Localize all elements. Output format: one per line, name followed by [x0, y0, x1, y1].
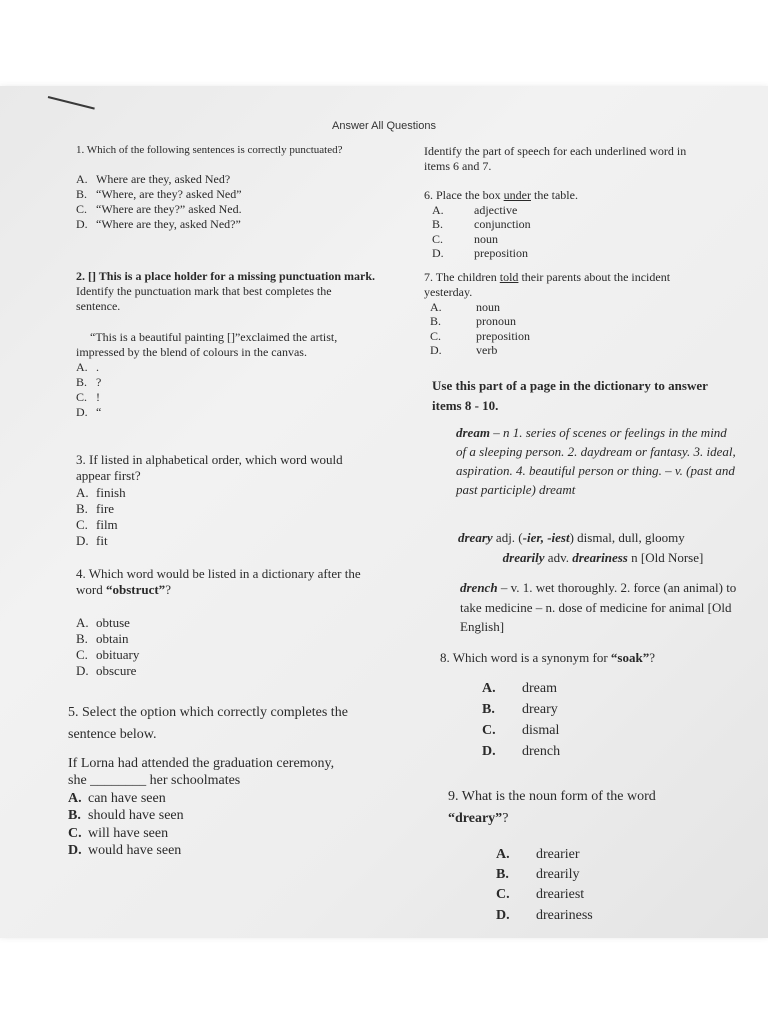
headword: dreary: [458, 530, 493, 545]
option-c: C. dreariest: [496, 887, 585, 903]
option-c: C. noun: [432, 231, 498, 246]
option-b: B. drearily: [496, 867, 580, 883]
question-word: “dreary”: [448, 811, 503, 827]
option-c: C. obituary: [76, 647, 140, 662]
option-c: C. will have seen: [68, 825, 169, 841]
question-word: “obstruct”: [105, 582, 166, 598]
option-a: A. drearier: [496, 846, 580, 862]
option-a: A. finish: [76, 484, 126, 500]
question-3: [76, 452, 376, 550]
question-9: 9. What is the noun form of the word “dreary”? A. drearier B. drearily C. dreariest D. dreariness: [448, 786, 748, 926]
option-a: A. obtuse: [76, 614, 130, 630]
option-b: B. fire: [76, 500, 115, 516]
question-6: 6. Place the box under the table. A. adjective B. conjunction C. noun D. preposition: [424, 188, 714, 261]
question-prompt: Identify the punctuation mark that best completes the sentence.: [76, 284, 332, 313]
option-d: D. obscure: [76, 663, 137, 679]
option-d: D. fit: [76, 533, 108, 549]
option-d: D. verb: [430, 343, 498, 358]
question-2: [76, 269, 376, 420]
question-5: [68, 702, 398, 860]
option-c: C. film: [76, 517, 118, 532]
option-c: C. !: [76, 390, 100, 404]
option-d: D. “Where are they, asked Ned?”: [76, 216, 241, 231]
option-d: D. preposition: [432, 246, 528, 261]
question-7: 7. The children told their parents about the incident yesterday. A. noun B. pronoun C. preposition D. verb: [424, 270, 704, 358]
question-word: “soak”: [610, 650, 650, 665]
question-text: 5. Select the option which correctly completes the sentence below.: [68, 705, 348, 743]
underlined-word: under: [503, 188, 531, 202]
option-d: D. “: [76, 405, 102, 419]
dictionary-entry-dreary: dreary adj. (-ier, -iest) dismal, dull, gloomy drearily adv. dreariness n [Old Norse]: [458, 530, 704, 565]
option-a: A. can have seen: [68, 790, 166, 806]
option-a: A. .: [76, 360, 99, 374]
sentence-line-2: she ________ her schoolmates: [68, 773, 241, 789]
dictionary-entry-drench: drench – v. 1. wet thoroughly. 2. force (an animal) to take medicine – n. dose of medicine for animal [Old English]: [460, 580, 737, 634]
headword: drench: [460, 580, 498, 595]
option-b: B. “Where, are they? asked Ned”: [76, 186, 242, 201]
option-b: B. dreary: [482, 702, 558, 718]
option-b: B. ?: [76, 375, 102, 389]
option-b: B. obtain: [76, 630, 129, 646]
option-d: D. dreariness: [496, 907, 593, 923]
option-a: A. noun: [430, 300, 500, 314]
question-text: 4. Which word would be listed in a dictionary after the word: [76, 566, 361, 598]
option-b: B. conjunction: [432, 217, 531, 232]
question-prompt-bold: 2. [] This is a place holder for a missing punctuation mark.: [76, 269, 376, 283]
option-c: C. “Where are they?” asked Ned.: [76, 201, 242, 216]
question-text: 9. What is the noun form of the word: [448, 789, 656, 804]
question-8: 8. Which word is a synonym for “soak”? A. dream B. dreary C. dismal D. drench: [440, 650, 740, 762]
page-title: Answer All Questions: [332, 120, 436, 132]
dictionary-instructions: Use this part of a page in the dictionary to answer items 8 - 10.: [432, 378, 708, 413]
headword: dream: [456, 425, 490, 440]
option-a: A. adjective: [432, 203, 518, 217]
option-b: B. pronoun: [430, 314, 516, 329]
question-text: 3. If listed in alphabetical order, which word would appear first?: [76, 452, 343, 484]
headword: dreariness: [572, 549, 628, 565]
option-c: C. dismal: [482, 723, 560, 739]
option-d: D. would have seen: [68, 843, 182, 859]
option-a: A. Where are they, asked Ned?: [76, 171, 231, 186]
headword: drearily: [502, 549, 545, 565]
option-c: C. preposition: [430, 328, 530, 343]
question-passage: “This is a beautiful painting []”exclaimed the artist, impressed by the blend of colours in the canvas.: [76, 330, 338, 359]
option-b: B. should have seen: [68, 808, 184, 824]
option-a: A. dream: [482, 681, 557, 697]
question-text: 1. Which of the following sentences is correctly punctuated?: [76, 144, 343, 156]
answer-blank: ________: [90, 773, 147, 789]
question-1: [76, 144, 366, 232]
sentence-line-1: If Lorna had attended the graduation ceremony,: [68, 755, 335, 771]
underlined-word: told: [499, 270, 519, 284]
instructions-6-7: Identify the part of speech for each underlined word in items 6 and 7.: [424, 144, 687, 173]
dictionary-entry-dream: dream – n 1. series of scenes or feelings in the mind of a sleeping person. 2. daydream or fantasy. 3. ideal, aspiration. 4. beautiful person or thing. – v. (past and past participle) dreamt: [456, 425, 736, 497]
option-d: D. drench: [482, 744, 561, 760]
question-4: 4. Which word would be listed in a dictionary after the word “obstruct”? A. obtuse B. obtain C. obituary D. obscure: [76, 566, 386, 680]
